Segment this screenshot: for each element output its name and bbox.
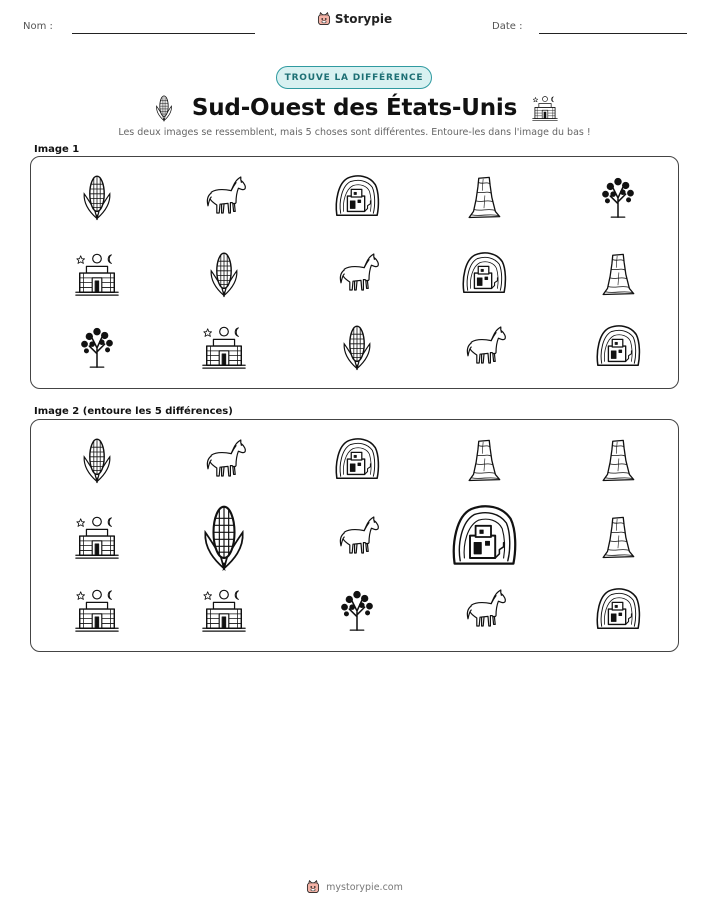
tree-icon (594, 173, 642, 221)
instructions: Les deux images se ressemblent, mais 5 choses sont différentes. Entoure-les dans l'image du bas ! (118, 127, 591, 138)
image2-cell[interactable] (73, 513, 121, 561)
mesa-icon (460, 436, 508, 484)
image2-cell[interactable] (333, 586, 381, 634)
image2-cell[interactable] (73, 586, 121, 634)
image1-cell (460, 250, 508, 298)
corn-icon (73, 173, 121, 221)
cliff-dwelling-icon (460, 250, 508, 298)
storypie-logo-icon (306, 880, 320, 894)
image1-cell (73, 250, 121, 298)
corn-icon (200, 250, 248, 298)
image2-cell[interactable] (449, 502, 519, 572)
image2-cell[interactable] (333, 436, 381, 484)
horse-icon (200, 173, 248, 221)
image2-cell[interactable] (594, 513, 642, 561)
horse-icon (333, 513, 381, 561)
image1-panel (30, 156, 679, 389)
brand-logo (0, 12, 709, 26)
date-field[interactable] (539, 33, 687, 34)
image1-cell (333, 250, 381, 298)
corn-icon (73, 436, 121, 484)
storypie-logo-icon (317, 12, 331, 26)
image2-cell[interactable] (594, 436, 642, 484)
mesa-icon (594, 436, 642, 484)
cliff-dwelling-icon (449, 502, 519, 572)
image2-cell[interactable] (333, 513, 381, 561)
date-label: Date : (492, 21, 523, 32)
image2-cell[interactable] (594, 586, 642, 634)
image2-cell[interactable] (73, 436, 121, 484)
horse-icon (460, 323, 508, 371)
cliff-dwelling-icon (333, 173, 381, 221)
name-label: Nom : (23, 21, 53, 32)
corn-icon (333, 323, 381, 371)
image2-cell[interactable] (200, 586, 248, 634)
tree-icon (73, 323, 121, 371)
image2-panel[interactable] (30, 419, 679, 652)
image1-cell (200, 250, 248, 298)
pueblo-icon (200, 323, 248, 371)
footer (0, 880, 709, 894)
pueblo-icon (73, 250, 121, 298)
image2-cell[interactable] (189, 502, 259, 572)
image2-label: Image 2 (entoure les 5 différences) (34, 406, 233, 417)
cliff-dwelling-icon (594, 323, 642, 371)
mesa-icon (594, 513, 642, 561)
horse-icon (200, 436, 248, 484)
image2-cell[interactable] (200, 436, 248, 484)
tree-icon (333, 586, 381, 634)
image1-cell (73, 173, 121, 221)
brand-name: Storypie (334, 12, 393, 26)
image1-label: Image 1 (34, 144, 80, 155)
image1-cell (73, 323, 121, 371)
corn-icon (189, 502, 259, 572)
image1-cell (333, 173, 381, 221)
cliff-dwelling-icon (333, 436, 381, 484)
cliff-dwelling-icon (594, 586, 642, 634)
title-row (0, 92, 709, 124)
image1-cell (460, 323, 508, 371)
page-title: Sud-Ouest des États-Unis (191, 95, 518, 121)
horse-icon (333, 250, 381, 298)
mesa-icon (594, 250, 642, 298)
image1-cell (200, 173, 248, 221)
pueblo-icon (73, 513, 121, 561)
pueblo-icon (73, 586, 121, 634)
corn-icon (150, 94, 178, 122)
image1-cell (594, 323, 642, 371)
mesa-icon (460, 173, 508, 221)
name-field[interactable] (72, 33, 255, 34)
image1-cell (594, 250, 642, 298)
pueblo-icon (200, 586, 248, 634)
image1-cell (460, 173, 508, 221)
image1-cell (594, 173, 642, 221)
activity-tag: TROUVE LA DIFFÉRENCE (276, 66, 432, 89)
image2-cell[interactable] (460, 586, 508, 634)
pueblo-icon (531, 94, 559, 122)
image1-cell (200, 323, 248, 371)
image2-cell[interactable] (460, 436, 508, 484)
horse-icon (460, 586, 508, 634)
footer-site[interactable]: mystorypie.com (326, 881, 403, 893)
image1-cell (333, 323, 381, 371)
